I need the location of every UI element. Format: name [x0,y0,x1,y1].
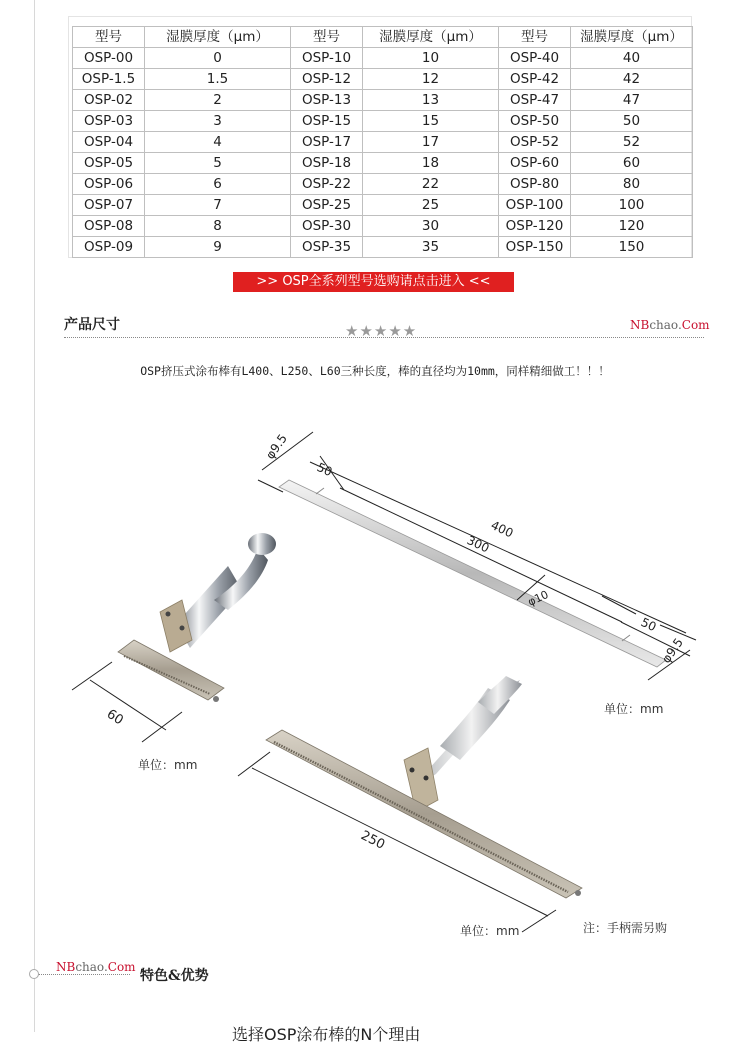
thickness-cell: 12 [363,69,499,90]
thickness-cell: 15 [363,111,499,132]
thickness-cell: 8 [145,216,291,237]
model-cell: OSP-09 [73,237,145,258]
table-header-cell: 湿膜厚度（μm） [363,27,499,48]
model-cell: OSP-15 [291,111,363,132]
model-cell: OSP-80 [499,174,571,195]
model-cell: OSP-17 [291,132,363,153]
brand-chao: chao. [649,318,682,332]
reasons-heading: 选择OSP涂布棒的N个理由 [232,1025,421,1044]
model-cell: OSP-30 [291,216,363,237]
thickness-cell: 100 [571,195,693,216]
osp-series-link-button[interactable]: >> OSP全系列型号选购请点击进入 << [233,272,514,292]
rod-400-right-segment-label: 50 [638,615,659,635]
model-cell: OSP-120 [499,216,571,237]
thickness-cell: 4 [145,132,291,153]
section-title-features: 特色&优势 [140,968,209,984]
handle-note: 注：手柄需另购 [583,921,668,935]
model-cell: OSP-05 [73,153,145,174]
coater-250-length-label: 250 [358,828,388,853]
thickness-cell: 17 [363,132,499,153]
model-cell: OSP-02 [73,90,145,111]
rod-300-length-label: 300 [464,533,492,556]
model-cell: OSP-42 [499,69,571,90]
thickness-cell: 22 [363,174,499,195]
thickness-cell: 52 [571,132,693,153]
features-divider [38,974,130,975]
table-header-cell: 湿膜厚度（μm） [571,27,693,48]
table-header-cell: 型号 [73,27,145,48]
unit-label-coater-250: 单位：mm [460,924,520,938]
model-cell: OSP-06 [73,174,145,195]
coater-250-dimension-lines [238,752,556,932]
thickness-cell: 50 [571,111,693,132]
brand-nb: NB [630,318,650,332]
coater-60-image [118,533,276,702]
rod-400-length-label: 400 [488,518,516,541]
model-cell: OSP-00 [73,48,145,69]
rod-400-left-segment-label: 50 [314,460,335,480]
model-cell: OSP-12 [291,69,363,90]
thickness-cell: 60 [571,153,693,174]
product-description: OSP挤压式涂布棒有L400、L250、L60三种长度，棒的直径均为10mm，同样精细做工！！！ [140,364,610,378]
model-cell: OSP-08 [73,216,145,237]
thickness-cell: 6 [145,174,291,195]
thickness-cell: 42 [571,69,693,90]
table-header-cell: 型号 [499,27,571,48]
model-cell: OSP-50 [499,111,571,132]
brand-com: Com [107,960,136,974]
thickness-cell: 13 [363,90,499,111]
rod-400-image [279,480,666,667]
model-cell: OSP-35 [291,237,363,258]
thickness-cell: 25 [363,195,499,216]
unit-label-rod: 单位：mm [604,702,664,716]
model-cell: OSP-13 [291,90,363,111]
model-cell: OSP-40 [499,48,571,69]
model-cell: OSP-1.5 [73,69,145,90]
thickness-cell: 7 [145,195,291,216]
rod-400-diameter-right-label: φ9.5 [658,635,686,666]
model-cell: OSP-03 [73,111,145,132]
timeline-node-icon [29,969,39,979]
model-cell: OSP-04 [73,132,145,153]
thickness-cell: 18 [363,153,499,174]
thickness-cell: 9 [145,237,291,258]
rod-400-diameter-left-label: φ9.5 [262,431,290,462]
thickness-cell: 150 [571,237,693,258]
section-title-size: 产品尺寸 [64,317,120,333]
model-cell: OSP-25 [291,195,363,216]
table-header-cell: 型号 [291,27,363,48]
model-cell: OSP-60 [499,153,571,174]
thickness-cell: 10 [363,48,499,69]
brand-nb: NB [56,960,76,974]
thickness-cell: 2 [145,90,291,111]
rating-stars: ★★★★★ [345,322,418,340]
model-cell: OSP-22 [291,174,363,195]
model-cell: OSP-47 [499,90,571,111]
thickness-cell: 47 [571,90,693,111]
thickness-cell: 0 [145,48,291,69]
brand-chao: chao. [75,960,108,974]
rod-400-diameter-mid-label: φ10 [525,587,551,609]
model-cell: OSP-18 [291,153,363,174]
brand-com: Com [681,318,710,332]
thickness-cell: 80 [571,174,693,195]
model-cell: OSP-52 [499,132,571,153]
thickness-cell: 1.5 [145,69,291,90]
model-cell: OSP-10 [291,48,363,69]
brand-logo-features [56,960,136,974]
thickness-cell: 5 [145,153,291,174]
thickness-cell: 40 [571,48,693,69]
thickness-cell: 30 [363,216,499,237]
coater-250-image [266,676,582,898]
model-cell: OSP-150 [499,237,571,258]
model-cell: OSP-07 [73,195,145,216]
coater-60-length-label: 60 [103,706,126,729]
model-cell: OSP-100 [499,195,571,216]
table-header-cell: 湿膜厚度（μm） [145,27,291,48]
thickness-cell: 3 [145,111,291,132]
unit-label-coater-60: 单位：mm [138,758,198,772]
thickness-cell: 35 [363,237,499,258]
thickness-cell: 120 [571,216,693,237]
